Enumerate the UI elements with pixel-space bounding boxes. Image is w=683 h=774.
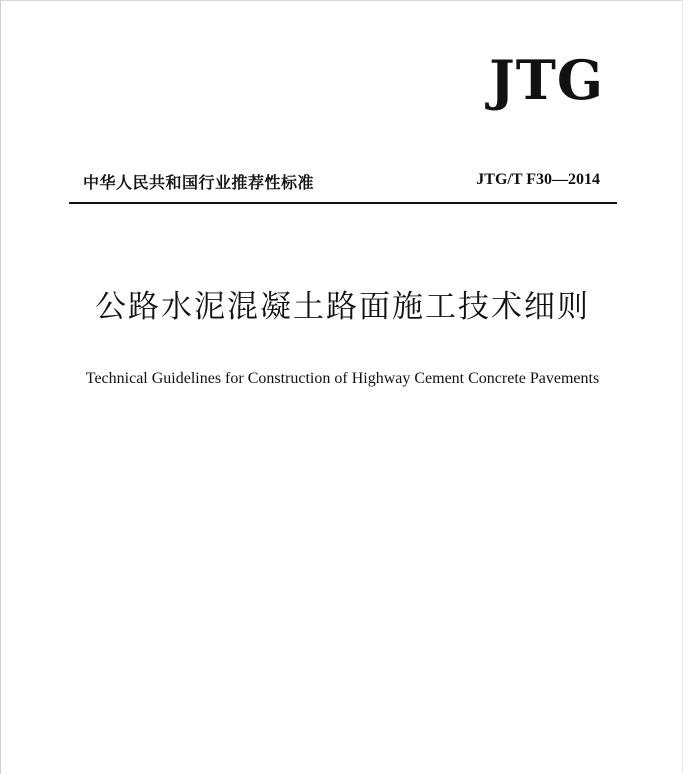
jtg-logo: JTG bbox=[489, 48, 604, 112]
standard-number: JTG/T F30—2014 bbox=[476, 171, 600, 188]
standard-category: 中华人民共和国行业推荐性标准 bbox=[83, 173, 315, 192]
header-divider bbox=[69, 202, 617, 204]
title-chinese: 公路水泥混凝土路面施工技术细则 bbox=[95, 289, 590, 325]
title-english: Technical Guidelines for Construction of Highway Cement Concrete Pavements bbox=[85, 370, 600, 387]
